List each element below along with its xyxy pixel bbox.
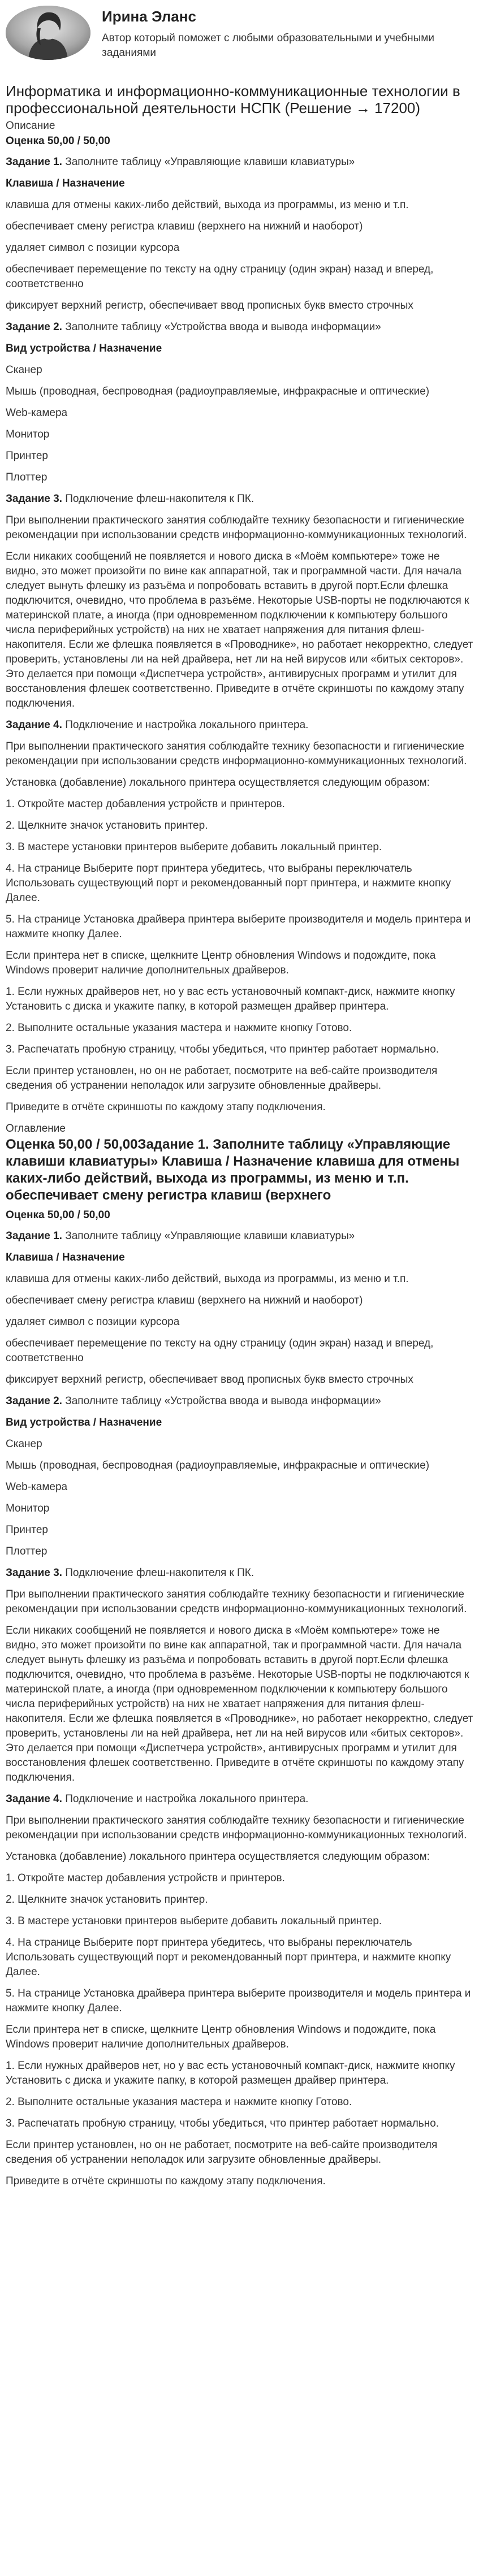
toc-text: При выполнении практического занятия соблюдайте технику безопасности и гигиенические рекомендации при использовании средств информационно-коммуникационных технологий. <box>6 1588 467 1615</box>
description-bold-label: Задание 3. <box>6 493 62 505</box>
toc-text: Монитор <box>6 1503 50 1514</box>
toc-paragraph <box>6 2023 473 2052</box>
toc-paragraph <box>6 1415 473 1430</box>
toc-paragraph <box>6 1792 473 1807</box>
description-bold-label: Вид устройства / Назначение <box>6 343 162 354</box>
toc-paragraph <box>6 1936 473 1980</box>
description-text: Web-камера <box>6 407 68 419</box>
description-text: 3. Распечатать пробную страницу, чтобы убедиться, что принтер работает нормально. <box>6 1044 439 1055</box>
description-text: Принтер <box>6 450 48 462</box>
description-bold-label: Клавиша / Назначение <box>6 177 125 189</box>
description-text: клавиша для отмены каких-либо действий, выхода из программы, из меню и т.п. <box>6 199 409 211</box>
toc-text: обеспечивает смену регистра клавиш (верхнего на нижний и наоборот) <box>6 1295 363 1306</box>
description-paragraph <box>6 739 473 769</box>
toc-bold-label: Задание 1. <box>6 1230 62 1242</box>
description-text: 1. Откройте мастер добавления устройств и принтеров. <box>6 798 285 810</box>
author-info <box>102 6 452 60</box>
description-paragraph <box>6 198 473 213</box>
description-text: обеспечивает смену регистра клавиш (верхнего на нижний и наоборот) <box>6 220 363 232</box>
toc-text: Плоттер <box>6 1545 48 1557</box>
description-paragraph <box>6 219 473 234</box>
description-bold-label: Задание 2. <box>6 321 62 333</box>
toc-text: 1. Откройте мастер добавления устройств и принтеров. <box>6 1872 285 1884</box>
description-paragraph <box>6 470 473 485</box>
toc-paragraph <box>6 1566 473 1581</box>
toc-paragraph <box>6 1523 473 1538</box>
description-bold-label: Задание 1. <box>6 156 62 168</box>
toc-text: Принтер <box>6 1524 48 1536</box>
description-paragraph <box>6 341 473 356</box>
description-paragraph <box>6 320 473 335</box>
description-content <box>6 155 473 1115</box>
toc-paragraph <box>6 1623 473 1785</box>
description-paragraph <box>6 492 473 506</box>
score: Оценка 50,00 / 50,00 <box>6 135 110 147</box>
description-text: Подключение и настройка локального принтера. <box>62 719 309 731</box>
toc-paragraph <box>6 1813 473 1843</box>
description-paragraph <box>6 449 473 464</box>
description-text: Сканер <box>6 364 42 376</box>
toc-paragraph <box>6 2095 473 2110</box>
toc-text: 2. Щелкните значок установить принтер. <box>6 1894 208 1906</box>
toc-paragraph <box>6 1587 473 1617</box>
toc-paragraph <box>6 1250 473 1265</box>
toc-paragraph <box>6 2116 473 2131</box>
description-paragraph <box>6 912 473 942</box>
description-text: 4. На странице Выберите порт принтера убедитесь, что выбраны переключатель Использовать существующий порт и рекомендованный порт принтера, и нажмите кнопку Далее. <box>6 863 451 904</box>
description-text: При выполнении практического занятия соблюдайте технику безопасности и гигиенические рекомендации при использовании средств информационно-коммуникационных технологий. <box>6 741 467 767</box>
description-label: Описание <box>6 120 55 132</box>
description-text: Мышь (проводная, беспроводная (радиоуправляемые, инфракрасные и оптические) <box>6 386 430 397</box>
toc-text: 1. Если нужных драйверов нет, но у вас есть установочный компакт-диск, нажмите кнопку Установить с диска и укажите папку, в которой размещен драйвер принтера. <box>6 2060 455 2086</box>
description-paragraph <box>6 1100 473 1115</box>
toc-text: Сканер <box>6 1438 42 1450</box>
toc-bold-label: Клавиша / Назначение <box>6 1252 125 1263</box>
toc-bold-label: Вид устройства / Назначение <box>6 1417 162 1428</box>
toc-text: Web-камера <box>6 1481 68 1493</box>
toc-text: 3. В мастере установки принтеров выберите добавить локальный принтер. <box>6 1915 382 1927</box>
toc-paragraph <box>6 1850 473 1864</box>
toc-text: Подключение и настройка локального принтера. <box>62 1793 309 1805</box>
description-paragraph <box>6 985 473 1014</box>
author-block <box>6 0 473 67</box>
toc-paragraph <box>6 1893 473 1907</box>
description-text: Подключение флеш-накопителя к ПК. <box>62 493 254 505</box>
avatar[interactable] <box>6 6 90 60</box>
description-text: Заполните таблицу «Управляющие клавиши клавиатуры» <box>62 156 355 168</box>
toc-bold-label: Задание 2. <box>6 1395 62 1407</box>
description-text: При выполнении практического занятия соблюдайте технику безопасности и гигиенические рекомендации при использовании средств информационно-коммуникационных технологий. <box>6 514 467 541</box>
description-paragraph <box>6 797 473 812</box>
description-text: удаляет символ с позиции курсора <box>6 242 180 254</box>
toc-paragraph <box>6 1437 473 1452</box>
toc-paragraph <box>6 1315 473 1330</box>
toc-text: 5. На странице Установка драйвера принтера выберите производителя и модель принтера и нажмите кнопку Далее. <box>6 1988 471 2014</box>
toc-content <box>6 1229 473 2189</box>
toc-paragraph <box>6 1544 473 1559</box>
toc-paragraph <box>6 1336 473 1366</box>
toc-text: Если принтера нет в списке, щелкните Центр обновления Windows и подождите, пока Windows проверит наличие дополнительных драйверов. <box>6 2024 436 2050</box>
toc-paragraph <box>6 1914 473 1929</box>
toc-text: Заполните таблицу «Управляющие клавиши клавиатуры» <box>62 1230 355 1242</box>
description-paragraph <box>6 1021 473 1036</box>
description-paragraph <box>6 840 473 855</box>
toc-paragraph <box>6 1272 473 1287</box>
description-paragraph <box>6 298 473 313</box>
description-paragraph <box>6 155 473 170</box>
description-paragraph <box>6 819 473 833</box>
toc-text: 4. На странице Выберите порт принтера убедитесь, что выбраны переключатель Использовать существующий порт и рекомендованный порт принтера, и нажмите кнопку Далее. <box>6 1937 451 1978</box>
toc-text: обеспечивает перемещение по тексту на одну страницу (один экран) назад и вперед, соответственно <box>6 1337 434 1364</box>
description-paragraph <box>6 363 473 378</box>
avatar-portrait-icon <box>6 6 90 60</box>
author-description: Автор который поможет с любыми образовательными и учебными заданиями <box>102 32 434 59</box>
description-paragraph <box>6 176 473 191</box>
toc-text: фиксирует верхний регистр, обеспечивает ввод прописных букв вместо строчных <box>6 1374 413 1386</box>
description-text: 1. Если нужных драйверов нет, но у вас есть установочный компакт-диск, нажмите кнопку Установить с диска и укажите папку, в которой размещен драйвер принтера. <box>6 986 455 1012</box>
toc-text: 3. Распечатать пробную страницу, чтобы убедиться, что принтер работает нормально. <box>6 2118 439 2129</box>
toc-paragraph <box>6 1373 473 1387</box>
description-paragraph <box>6 427 473 442</box>
toc-heading: Оценка 50,00 / 50,00Задание 1. Заполните таблицу «Управляющие клавиши клавиатуры» Клавиша / Назначение клавиша для отмены каких-либо действий, выхода из программы, из меню и т.п. обеспечивает смену регистра клавиш (верхнего <box>6 1137 460 1203</box>
description-text: 2. Щелкните значок установить принтер. <box>6 820 208 832</box>
toc-text: Установка (добавление) локального принтера осуществляется следующим образом: <box>6 1851 430 1863</box>
toc-score: Оценка 50,00 / 50,00 <box>6 1209 110 1221</box>
toc-text: Приведите в отчёте скриншоты по каждому этапу подключения. <box>6 2175 326 2187</box>
description-paragraph <box>6 718 473 733</box>
description-paragraph <box>6 1064 473 1093</box>
toc-paragraph <box>6 2059 473 2088</box>
description-paragraph <box>6 861 473 906</box>
description-paragraph <box>6 241 473 256</box>
description-text: Если принтера нет в списке, щелкните Центр обновления Windows и подождите, пока Windows проверит наличие дополнительных драйверов. <box>6 950 436 976</box>
description-text: Монитор <box>6 428 50 440</box>
toc-bold-label: Задание 3. <box>6 1567 62 1579</box>
description-text: Установка (добавление) локального принтера осуществляется следующим образом: <box>6 777 430 789</box>
toc-bold-label: Задание 4. <box>6 1793 62 1805</box>
toc-text: Заполните таблицу «Устройства ввода и вывода информации» <box>62 1395 381 1407</box>
description-text: Если принтер установлен, но он не работает, посмотрите на веб-сайте производителя сведения об устранении неполадок или загрузите обновленные драйверы. <box>6 1065 438 1092</box>
description-paragraph <box>6 406 473 421</box>
description-paragraph <box>6 513 473 543</box>
description-text: Плоттер <box>6 471 48 483</box>
toc-label: Оглавление <box>6 1123 66 1135</box>
description-bold-label: Задание 4. <box>6 719 62 731</box>
toc-text: Подключение флеш-накопителя к ПК. <box>62 1567 254 1579</box>
description-text: Заполните таблицу «Устройства ввода и вывода информации» <box>62 321 381 333</box>
toc-text: 2. Выполните остальные указания мастера и нажмите кнопку Готово. <box>6 2096 352 2108</box>
toc-text: клавиша для отмены каких-либо действий, выхода из программы, из меню и т.п. <box>6 1273 409 1285</box>
toc-text: Мышь (проводная, беспроводная (радиоуправляемые, инфракрасные и оптические) <box>6 1460 430 1471</box>
toc-paragraph <box>6 1871 473 1886</box>
toc-text: Если принтер установлен, но он не работает, посмотрите на веб-сайте производителя сведения об устранении неполадок или загрузите обновленные драйверы. <box>6 2139 438 2166</box>
description-text: 2. Выполните остальные указания мастера и нажмите кнопку Готово. <box>6 1022 352 1034</box>
description-paragraph <box>6 776 473 790</box>
description-text: фиксирует верхний регистр, обеспечивает ввод прописных букв вместо строчных <box>6 300 413 311</box>
description-text: Приведите в отчёте скриншоты по каждому этапу подключения. <box>6 1101 326 1113</box>
toc-paragraph <box>6 1458 473 1473</box>
toc-paragraph <box>6 1480 473 1495</box>
author-name[interactable]: Ирина Эланс <box>102 8 196 25</box>
toc-paragraph <box>6 2138 473 2167</box>
toc-text: При выполнении практического занятия соблюдайте технику безопасности и гигиенические рекомендации при использовании средств информационно-коммуникационных технологий. <box>6 1815 467 1841</box>
toc-paragraph <box>6 1394 473 1409</box>
description-paragraph <box>6 549 473 711</box>
toc-paragraph <box>6 1986 473 2016</box>
toc-paragraph <box>6 1293 473 1308</box>
toc-paragraph <box>6 1501 473 1516</box>
description-paragraph <box>6 262 473 292</box>
toc-paragraph <box>6 2174 473 2189</box>
description-text: Если никаких сообщений не появляется и нового диска в «Моём компьютере» тоже не видно, это может произойти по вине как аппаратной, так и программной части. Для начала следует вынуть флешку из разъёма и попробовать вставить в другой порт.Если флешка подключится, очевидно, что проблема в разъёме. Некоторые USB-порты не подключаются к материнской плате, а иногда (при одновременном подключении к компьютеру большого числа периферийных устройств) на них не хватает напряжения для питания флеш-накопителя. Если же флешка появляется в «Проводнике», но работает некорректно, следует проверить, установлены ли на ней драйвера, нет ли на ней вирусов или «битых секторов». Это делается при помощи «Диспетчера устройств», антивирусных программ и утилит для восстановления флешек соответственно. Приведите в отчёте скриншоты по каждому этапу подключения. <box>6 551 473 709</box>
toc-text: удаляет символ с позиции курсора <box>6 1316 180 1328</box>
toc-paragraph <box>6 1229 473 1244</box>
page-title: Информатика и информационно-коммуникационные технологии в профессиональной деятельности НСПК (Решение → 17200) <box>6 83 460 116</box>
description-paragraph <box>6 949 473 978</box>
description-paragraph <box>6 1042 473 1057</box>
description-text: 5. На странице Установка драйвера принтера выберите производителя и модель принтера и нажмите кнопку Далее. <box>6 913 471 940</box>
description-text: обеспечивает перемещение по тексту на одну страницу (один экран) назад и вперед, соответственно <box>6 263 434 290</box>
description-paragraph <box>6 384 473 399</box>
toc-text: Если никаких сообщений не появляется и нового диска в «Моём компьютере» тоже не видно, это может произойти по вине как аппаратной, так и программной части. Для начала следует вынуть флешку из разъёма и попробовать вставить в другой порт.Если флешка подключится, очевидно, что проблема в разъёме. Некоторые USB-порты не подключаются к материнской плате, а иногда (при одновременном подключении к компьютеру большого числа периферийных устройств) на них не хватает напряжения для питания флеш-накопителя. Если же флешка появляется в «Проводнике», но работает некорректно, следует проверить, установлены ли на ней драйвера, нет ли на ней вирусов или «битых секторов». Это делается при помощи «Диспетчера устройств», антивирусных программ и утилит для восстановления флешек соответственно. Приведите в отчёте скриншоты по каждому этапу подключения. <box>6 1625 473 1783</box>
description-text: 3. В мастере установки принтеров выберите добавить локальный принтер. <box>6 841 382 853</box>
